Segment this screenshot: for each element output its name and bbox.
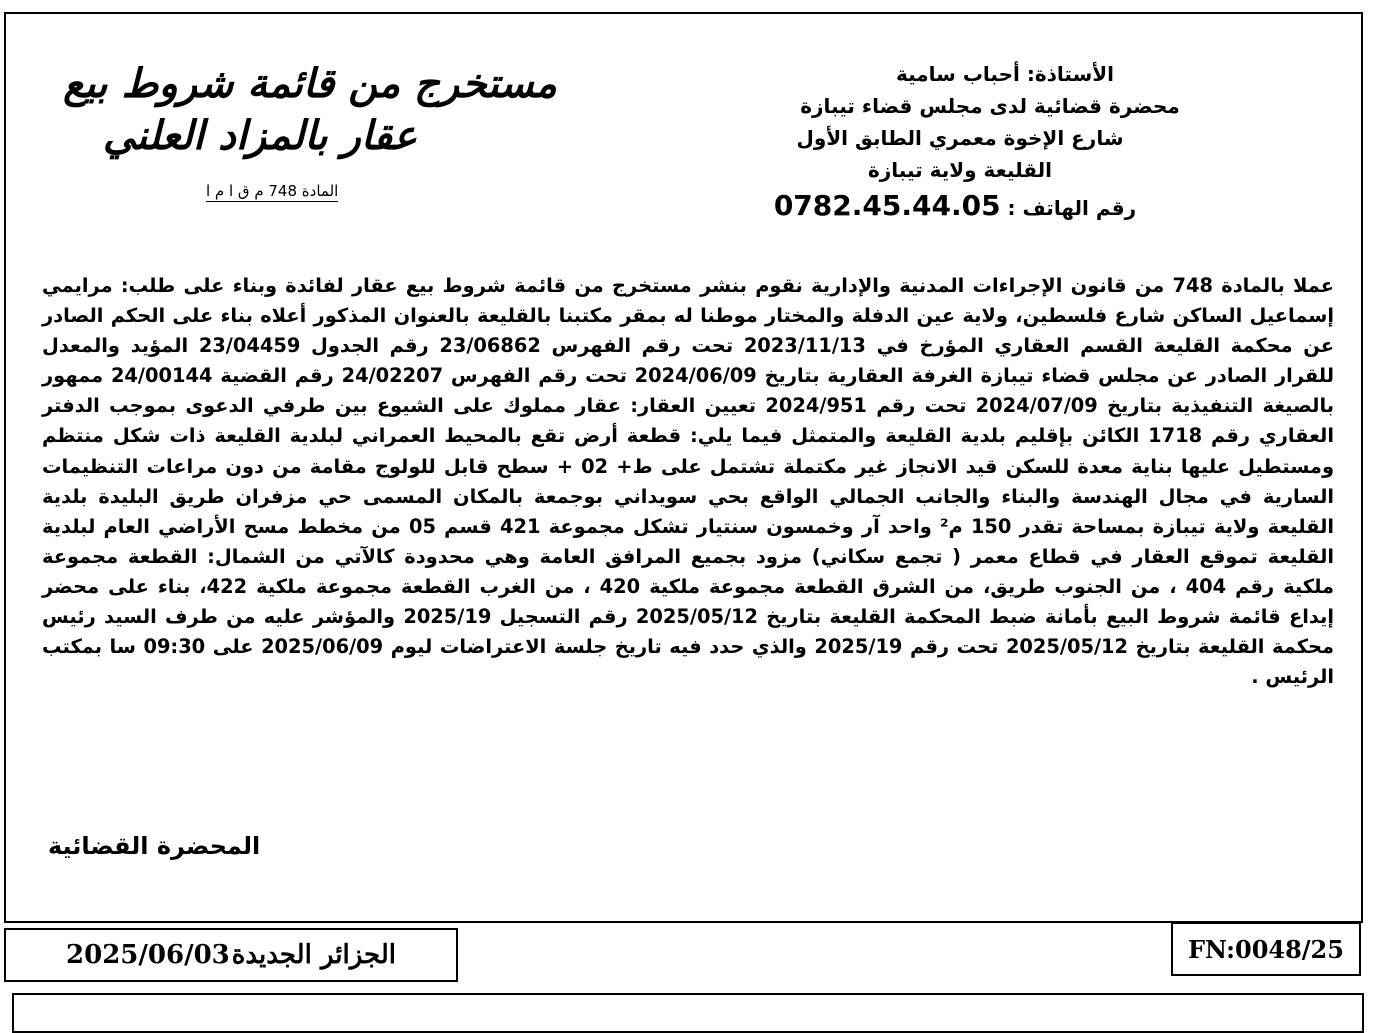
bailiff-office-info [690,58,1280,226]
office-city: القليعة ولاية تيبازة [867,158,1053,182]
phone-number: 0782.45.44.05 [773,189,1001,222]
notice-body: عملا بالمادة 748 من قانون الإجراءات المدنية والإدارية نقوم بنشر مستخرج من قائمة شروط بيع عقار لفائدة وبناء على طلب: مرايمي إسماعيل الساكن شارع فلسطين، ولاية عين الدفلة والمختار موطنا له بمقر مكتبنا بالقليعة بالعنوان المذكور أعلاه بناء على الحكم الصادر عن محكمة القليعة القسم العقاري المؤرخ في 2023/11/13 تحت رقم الفهرس 23/06862 رقم الجدول 23/04459 المؤيد والمعدل للقرار الصادر عن مجلس قضاء تيبازة الغرفة العقارية بتاريخ 2024/06/09 تحت رقم الفهرس 24/02207 رقم القضية 24/00144 ممهور بالصيغة التنفيذية بتاريخ 2024/07/09 تحت رقم 2024/951 تعيين العقار: عقار مملوك على الشيوع بين طرفي الدعوى بموجب الدفتر العقاري رقم 1718 الكائن بإقليم بلدية القليعة والمتمثل فيما يلي: قطعة أرض تقع بالمحيط العمراني لبلدية القليعة ذات شكل منتظم ومستطيل عليها بناية معدة للسكن قيد الانجاز غير مكتملة تشتمل على ط+ 02 + سطح قابل للولوج مقامة من دون مراعات التنظيمات السارية في مجال الهندسة والبناء والجانب الجمالي الواقع بحي سويداني بوجمعة بالمكان المسمى حي مزفران طريق البليدة بلدية القليعة ولاية تيبازة بمساحة تقدر 150 م² واحد آر وخمسون سنتيار تشكل مجموعة 421 قسم 05 من مخطط مسح الأراضي العام لبلدية القليعة تموقع العقار في قطاع معمر ( تجمع سكاني) مزود بجميع المرافق العامة وهي محدودة كالآتي من الشمال: القطعة مجموعة ملكية رقم 404 ، من الجنوب طريق، من الشرق القطعة مجموعة ملكية 420 ، من الغرب القطعة مجموعة ملكية 422، بناء على محضر إيداع قائمة شروط البيع بأمانة ضبط المحكمة القليعة بتاريخ 2025/05/12 رقم التسجيل 2025/19 والمؤشر عليه من طرف السيد رئيس محكمة القليعة بتاريخ 2025/05/12 تحت رقم 2025/19 والذي حدد فيه تاريخ جلسة الاعتراضات ليوم 2025/06/09 على 09:30 سا بمكتب الرئيس . [42,274,1335,689]
publication-date: 2025/06/03 [66,940,230,970]
newspaper-name: الجزائر الجديدة [231,940,396,970]
phone-label: رقم الهاتف : [1007,196,1137,220]
phone-line [690,188,1280,226]
article-reference: المادة 748 م ق ا م ا [206,182,339,200]
title-line-1: مستخرج من قائمة شروط بيع [63,60,557,107]
fn-code: FN:0048/25 [1188,934,1344,964]
office-street: شارع الإخوة معمري الطابق الأول [796,126,1124,150]
notice-title [10,58,610,162]
next-notice-frame [12,993,1364,1033]
signature: المحضرة القضائية [48,832,261,860]
title-line-2: عقار بالمزاد العلني [102,112,418,159]
newspaper-box [4,928,458,982]
bailiff-name: الأستاذة: أحباب سامية [896,62,1114,86]
bailiff-title: محضرة قضائية لدى مجلس قضاء تيبازة [800,94,1180,118]
fn-code-box [1171,922,1361,976]
